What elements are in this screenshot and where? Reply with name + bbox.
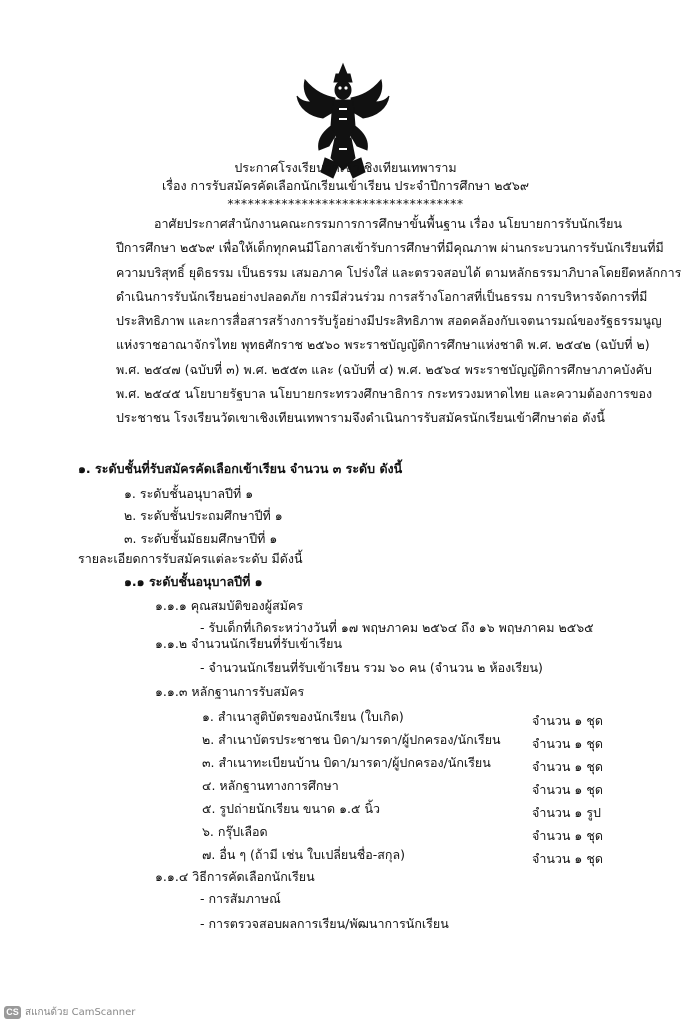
document-quantity: จำนวน ๑ ชุด bbox=[532, 828, 603, 843]
announcement-subject: เรื่อง การรับสมัครคัดเลือกนักเรียนเข้าเรียน ประจำปีการศึกษา ๒๕๖๙ bbox=[161, 178, 530, 193]
intro-line: พ.ศ. ๒๕๔๕ นโยบายรัฐบาล นโยบายกระทรวงศึกษาธิการ กระทรวงมหาดไทย และความต้องการของ bbox=[116, 386, 653, 402]
camscanner-watermark bbox=[4, 1004, 135, 1020]
announcement-title: ประกาศโรงเรียนวัดเขาเชิงเทียนเทพาราม bbox=[234, 160, 457, 175]
document-quantity: จำนวน ๑ ชุด bbox=[532, 782, 603, 797]
document-item: ๓. สำเนาทะเบียนบ้าน บิดา/มารดา/ผู้ปกครอง/นักเรียน bbox=[202, 755, 491, 770]
intro-paragraph bbox=[116, 212, 682, 431]
level-item: ๑. ระดับชั้นอนุบาลปีที่ ๑ bbox=[124, 486, 254, 501]
kindergarten-heading: ๑.๑ ระดับชั้นอนุบาลปีที่ ๑ bbox=[124, 574, 263, 589]
document-quantity: จำนวน ๑ ชุด bbox=[532, 759, 603, 774]
selection-method-item: - การตรวจสอบผลการเรียน/พัฒนาการนักเรียน bbox=[200, 916, 449, 931]
intro-line: ปีการศึกษา ๒๕๖๙ เพื่อให้เด็กทุกคนมีโอกาสเข้ารับการศึกษาที่มีคุณภาพ ผ่านกระบวนการรับนักเรียนที่มี bbox=[116, 240, 664, 256]
section-1-heading: ๑. ระดับชั้นที่รับสมัครคัดเลือกเข้าเรียน จำนวน ๓ ระดับ ดังนี้ bbox=[78, 461, 403, 476]
level-item: ๒. ระดับชั้นประถมศึกษาปีที่ ๑ bbox=[124, 508, 283, 523]
intro-line: ดำเนินการรับนักเรียนอย่างปลอดภัย การมีส่วนร่วม การสร้างโอกาสที่เป็นธรรม การบริหารจัดการที่มี bbox=[116, 288, 648, 304]
intro-line: พ.ศ. ๒๕๔๗ (ฉบับที่ ๓) พ.ศ. ๒๕๕๓ และ (ฉบับที่ ๔) พ.ศ. ๒๕๖๔ พระราชบัญญัติการศึกษาภาคบังคับ bbox=[116, 361, 652, 377]
document-quantity: จำนวน ๑ รูป bbox=[532, 805, 601, 820]
document-quantity: จำนวน ๑ ชุด bbox=[532, 736, 603, 751]
intro-line: ประชาชน โรงเรียนวัดเขาเชิงเทียนเทพารามจึงดำเนินการรับสมัครนักเรียนเข้าศึกษาต่อ ดังนี้ bbox=[116, 410, 605, 426]
qualification-heading: ๑.๑.๑ คุณสมบัติของผู้สมัคร bbox=[155, 598, 304, 613]
document-item: ๖. กรุ๊ปเลือด bbox=[202, 824, 268, 839]
document-quantity: จำนวน ๑ ชุด bbox=[532, 713, 603, 728]
level-item: ๓. ระดับชั้นมัธยมศึกษาปีที่ ๑ bbox=[124, 531, 278, 546]
intro-line: แห่งราชอาณาจักรไทย พุทธศักราช ๒๕๖๐ พระราชบัญญัติการศึกษาแห่งชาติ พ.ศ. ๒๕๔๒ (ฉบับที่ ๒) bbox=[116, 337, 650, 353]
document-quantity: จำนวน ๑ ชุด bbox=[532, 851, 603, 866]
intro-line: อาศัยประกาศสำนักงานคณะกรรมการการศึกษาขั้นพื้นฐาน เรื่อง นโยบายการรับนักเรียน bbox=[154, 216, 623, 231]
documents-heading: ๑.๑.๓ หลักฐานการรับสมัคร bbox=[155, 684, 305, 699]
selection-method-heading: ๑.๑.๔ วิธีการคัดเลือกนักเรียน bbox=[155, 869, 315, 884]
intake-count-heading: ๑.๑.๒ จำนวนนักเรียนที่รับเข้าเรียน bbox=[155, 636, 343, 651]
camscanner-text: สแกนด้วย CamScanner bbox=[25, 1006, 136, 1018]
intro-line: ประสิทธิภาพ และการสื่อสารสร้างการรับรู้อย่างมีประสิทธิภาพ สอดคล้องกับเจตนารมณ์ของรัฐธรรมนูญ bbox=[116, 313, 662, 329]
document-item: ๔. หลักฐานทางการศึกษา bbox=[202, 778, 339, 793]
document-item: ๑. สำเนาสูติบัตรของนักเรียน (ใบเกิด) bbox=[202, 709, 404, 724]
qualification-item: - รับเด็กที่เกิดระหว่างวันที่ ๑๗ พฤษภาคม ๒๕๖๔ ถึง ๑๖ พฤษภาคม ๒๕๖๕ bbox=[200, 620, 594, 635]
details-intro: รายละเอียดการรับสมัครแต่ละระดับ มีดังนี้ bbox=[78, 551, 303, 566]
selection-method-item: - การสัมภาษณ์ bbox=[200, 891, 281, 906]
document-item: ๕. รูปถ่ายนักเรียน ขนาด ๑.๕ นิ้ว bbox=[202, 801, 381, 816]
camscanner-logo-icon: CS bbox=[4, 1006, 21, 1019]
document-item: ๒. สำเนาบัตรประชาชน บิดา/มารดา/ผู้ปกครอง/นักเรียน bbox=[202, 732, 501, 747]
intro-line: ความบริสุทธิ์ ยุติธรรม เป็นธรรม เสมอภาค โปร่งใส่ และตรวจสอบได้ ตามหลักธรรมาภิบาลโดยยึดหลักการ bbox=[116, 264, 682, 280]
intake-count-item: - จำนวนนักเรียนที่รับเข้าเรียน รวม ๖๐ คน (จำนวน ๒ ห้องเรียน) bbox=[200, 660, 543, 675]
header-divider: *********************************** bbox=[227, 196, 464, 211]
document-item: ๗. อื่น ๆ (ถ้ามี เช่น ใบเปลี่ยนชื่อ-สกุล) bbox=[202, 847, 406, 862]
